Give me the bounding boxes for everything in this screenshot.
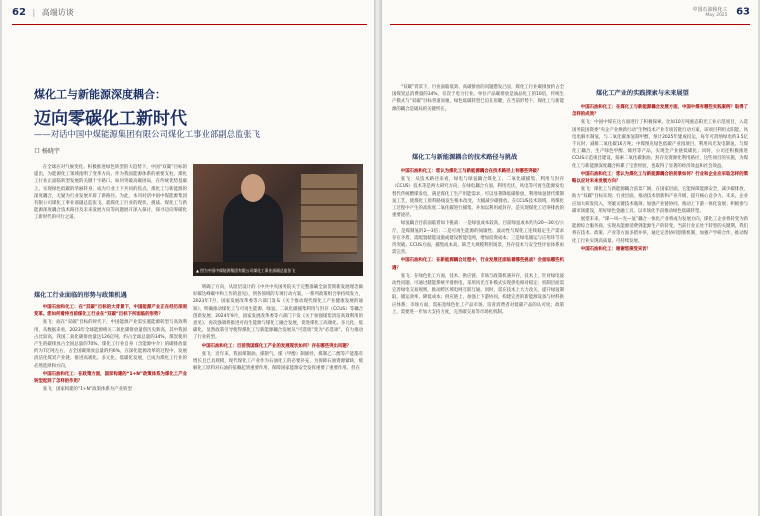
header-rule	[12, 24, 367, 25]
answer: 绿氢耦合目前面临着如下挑战：一是绿氢成本较高，目前绿氢成本约为20—30元/公斤，是煤制氢的2—3倍；二是可再生能源的间歇性、波动性与煤化工连续稳定生产需求存在矛盾，需配置储能设施或建设智能电网，增加投资成本；三是绿电储运与应用环节有待突破。CCUS方面，捕集成本高，缺乏大规模利用场景，封存技术与安全性评估体系亟需完善。	[392, 221, 564, 256]
section-heading-2: 煤化工与新能源耦合的技术路径与挑战	[412, 154, 518, 161]
question: 中国石油和化工：您认为煤化工与新能源耦合的前景如何？行业和企业应采取怎样的策略以应对未来发展方向？	[572, 171, 748, 185]
answer: 展望未来，“煤—风—光—氢”耦合一体化产业将成为发展方向，煤化工企业将转变为新能源综合服务商，实现从能源消费到能源生产的转变。当前行业正处于转型的关键期，我们将在技术、政策、产业等方面多措并举，通过完善协同创新机制，加强产学研合作，推动煤化工行业实现高质量、可持续发展。	[572, 217, 748, 244]
continued-text: “双碳”背景下，行业面临低效、高碳排放的问题愈发凸显，煤化工行业碳排放约占全国煤炭总消费量的34%，仅次于电力行业。单位产品碳排放是油品化工的10倍，传统生产模式与“双碳”目标背道而驰，绿色低碳转型已迫在眉睫，在当前形势下，煤化工与新能源的耦合是破局的关键所在。	[392, 85, 564, 112]
question: 中国石油和化工：在政策方面，国家构建的“1+N”政策体系为煤化工产业转型起到了怎样的作用？	[34, 371, 187, 385]
page-number: 62	[12, 7, 26, 18]
answer: 张飞：煤化工与新能源耦合前景广阔，在国家层面，它能保障能源安全，减少碳排放，助力“双碳”目标实现；行业层面，推动技术创新和产业升级，提升核心竞争力。未来，企业应加大研发投入，突破关键技术瓶颈；加强产业链协同，推动上下游一体化发展；积极参与碳市场建设，用好绿色金融工具，以市场化手段推动绿色低碳转型。	[572, 187, 748, 214]
left-header: 62 | 高端访谈	[12, 7, 74, 18]
column-name: 高端访谈	[41, 8, 74, 17]
question: 中国石油和化工：您认为煤化工与新能源耦合在技术路径上有哪些突破？	[400, 169, 542, 174]
issue-date: May 2025	[705, 13, 728, 18]
intro	[34, 164, 187, 276]
section-heading-3: 煤化工产业的实践探索与未来展望	[596, 90, 689, 97]
left-page	[2, 0, 374, 516]
header-rule	[390, 24, 750, 25]
title-line2: 迈向零碳化工新时代	[34, 109, 187, 129]
title-line1: 煤化工与新能源深度耦合：	[34, 88, 166, 101]
answer: 张飞：在绿色化工方面，技术、供应链、市场与政策机遇并存，技术上，针对绿电波动性问题，可通过储能系统平滑供电，采用风光互补模式实现供电相对稳定；机制层面需完善绿电交易规则，推动跨区域电网互联互通。同时，需在技术上大力攻关，提升绿氢制取、储运效率，降低成本；供应链上，加强上下游协同，构建完善的新能源设备与材料供应体系；市场方面，需拓宽绿色化工产品市场，培育消费者对低碳产品的认可度；政策上，需要进一步加大支持力度，完善碳交易等市场化机制。	[392, 273, 564, 315]
right-page	[382, 0, 758, 516]
right-column-1	[392, 168, 564, 508]
question: 中国石油和化工：目前我国煤化工产业的发展现状如何？存在哪些突出问题？	[201, 343, 352, 349]
intro-paragraph: 在全球应对气候变化、积极推进绿色转型的大趋势下，中国“双碳”目标的提出，为能源化工领域指明了变革方向。作为我国能源体系的重要支柱，煤化工行业正面临转型发展的关键十字路口。如何突破高碳困局，在传统优势基础上，实现绿色低碳的华丽转身，成为行业上下共同的焦点。煤化工与新能源的深度耦合，无疑为行业发展开辟了新路径。为此，本刊对话中国中煤能源集团有限公司煤化工事业部副总监张飞，就煤化工行业的现状、挑战、煤化工与新能源深度耦合技术路径及未来发展方向等问题展开深入探讨，探寻迈向零碳化工新时代的可行之道。	[34, 165, 187, 221]
subtitle: ——对话中国中煤能源集团有限公司煤化工事业部副总监张飞	[34, 129, 261, 139]
question: 中国石油和化工：在新能源耦合过程中，行业发展还面临着哪些挑战？会面临哪些机遇？	[392, 258, 564, 271]
section-heading-1: 煤化工行业面临的形势与政策机遇	[34, 292, 127, 299]
interview-photo	[193, 164, 363, 276]
answer: 张飞：近年来，我国煤制油、煤制气、煤（甲醇）制烯烃、煤制乙二醇等产能都有增长且已具规模，现代煤化工产业作为石油化工的必要补充，为保障石油资源紧缺，缓解化工原料对石油的依赖起到重要作用，保障国家能源安全发挥重要了重要作用。但在	[193, 351, 363, 372]
answer: 张飞：面在“双碳”目标的时代下，中国能源产业需实施能源转型与高效利用，从数据来看，2023年全球能源相关二氧化碳排放量创历史新高，其中我国占比较高，我国二氧化碳排放量达126亿吨，约占全球总量的34%，煤炭使用产生的碳排放占全国总量的70%，煤化工行业自身（含能源中介）的碳排放量约为7亿吨左右，占全国碳排放总量的约6%，在深化能源改革的过程中，发展清洁化煤炭产业链，推进高端化、多元化、低碳化发展，已成为煤化工行业的必然选择和方向。	[34, 320, 187, 369]
answer: 张飞：国家构建的“1+N”政策体系为产业转型	[42, 387, 132, 393]
page-number: 63	[736, 6, 750, 18]
author: 口 杨晓宇	[34, 148, 60, 155]
question: 中国石油和化工：在“双碳”目标的大背景下，中国能源产业正在经历深刻变革。您如何看待当前煤化工行业在“双碳”目标下所面临的形势？	[34, 305, 187, 318]
answer: 张飞：从技术路径来看，绿电与绿氢耦合煤化工、二氧化碳捕集、利用与封存（CCUS）技术等是两大研究方向，在绿电耦合方面，利用光伏、风电等可再生能源发电替代传统燃煤发电，满足煤化工生产用能需求，可以显著降低碳排放，利用绿氢替代煤制氢工艺，使煤化工原料路线发生根本改变，大幅减少碳排放。在CCUS技术领域，将煤化工过程中产生的高浓度二氧化碳进行捕集，并加以利用或封存，是实现煤化工近零排放的重要途径。	[392, 177, 564, 219]
photo-caption: ▲ 图为中国中煤能源集团有限公司煤化工事业部副总监张飞	[196, 268, 296, 273]
magazine-name: 中国石油和化工	[692, 7, 728, 13]
question: 中国石油和化工：在煤化工与新能源耦合发展方面，中国中煤有哪些实践案例？取得了怎样的成效？	[572, 105, 748, 118]
spine	[374, 0, 382, 516]
answer: 张飞：中国中煤在这方面进行了积极探索，比如10万吨液态阳光工业示范项目，入选国务院国资委“央企产业焕新行动”生物技术产业专项首批行动方案，该项目利用太阳能、风电电解水制氢，与二氧化碳加氢制甲醇，预计2025年建成投运，每年可消纳绿电约3.5亿千瓦时，减排二氧化碳16万吨；中煤图克绿色低碳产业园项目，利用风光发电制氢，与煤化工耦合，生产绿色甲醇、烯烃等产品，实现全产业链低碳化；同时，公司还积极推进CCUS示范项目建设，探索二氧化碳驱油、封存及资源化利用路径，这些项目的实施，为煤化工与新能源深度耦合积累了宝贵经验，也取得了显著的经济效益和社会效益。	[572, 120, 748, 169]
right-header	[693, 6, 750, 18]
left-column-2	[193, 284, 363, 508]
question: 中国石油和化工：谢谢您接受采访！	[580, 246, 652, 252]
left-column-1	[34, 304, 187, 508]
answer: 明确了方向，从原层设计的《中共中央国务院关于完整准确全面贯彻新发展理念做好碳达峰碳中和工作的意见》，到各领域的专项行动方案，一系列政策组合拳持续发力，2023年7月，国家发展改革委等六部门发布《关于推动现代煤化工产业健康发展的通知》，明确推动煤化工与可再生能源、绿氢、二氧化碳捕集利用与封存（CCUS）等耦合创新发展；2024年9月，国家发展改革委等六部门下发《关于加强煤炭清洁高效利用的意见》，再次强调将推进可再生能源与煤化工融合发展，促进煤化工高端化、多元化、低碳化，显然政策引导使得煤化工与新能源耦合发展从“可选项”变为“必选项”，有力推动了行业转型。	[193, 285, 363, 341]
right-col1-top	[392, 84, 564, 142]
right-column-2	[572, 104, 748, 508]
